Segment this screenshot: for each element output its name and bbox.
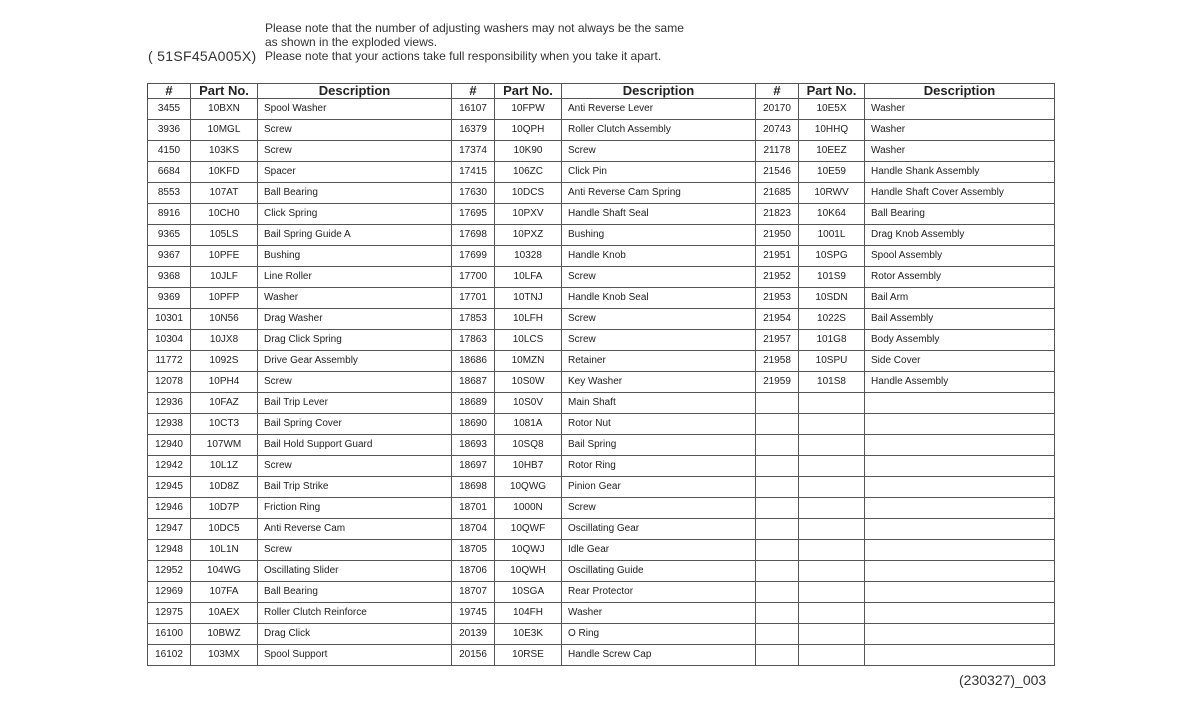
cell-number: 12946 <box>148 498 191 519</box>
cell-description: Screw <box>258 540 452 561</box>
cell-description: Washer <box>865 141 1055 162</box>
cell-part-no: 10BWZ <box>191 624 258 645</box>
column-header-description: Description <box>258 84 452 99</box>
cell-number: 17863 <box>452 330 495 351</box>
cell-description: Handle Knob Seal <box>562 288 756 309</box>
cell-part-no <box>799 477 865 498</box>
cell-number <box>756 519 799 540</box>
cell-part-no: 105LS <box>191 225 258 246</box>
cell-description: Body Assembly <box>865 330 1055 351</box>
cell-part-no: 10SDN <box>799 288 865 309</box>
cell-part-no: 10QWJ <box>495 540 562 561</box>
cell-number: 18693 <box>452 435 495 456</box>
cell-part-no: 10PFE <box>191 246 258 267</box>
cell-description: Rear Protector <box>562 582 756 603</box>
cell-part-no <box>799 393 865 414</box>
cell-number: 21957 <box>756 330 799 351</box>
cell-part-no: 10328 <box>495 246 562 267</box>
cell-part-no: 10SQ8 <box>495 435 562 456</box>
cell-number: 21954 <box>756 309 799 330</box>
cell-part-no: 101S9 <box>799 267 865 288</box>
cell-description: Handle Shaft Seal <box>562 204 756 225</box>
cell-number: 21952 <box>756 267 799 288</box>
cell-part-no: 10SGA <box>495 582 562 603</box>
cell-part-no: 10LFH <box>495 309 562 330</box>
cell-part-no: 10K64 <box>799 204 865 225</box>
cell-number: 8553 <box>148 183 191 204</box>
cell-number: 12969 <box>148 582 191 603</box>
cell-number: 20156 <box>452 645 495 666</box>
table-row <box>148 414 1055 435</box>
cell-number: 17699 <box>452 246 495 267</box>
cell-description: Handle Shank Assembly <box>865 162 1055 183</box>
cell-number: 17853 <box>452 309 495 330</box>
document-code: (230327)_003 <box>959 672 1047 688</box>
cell-description: Click Spring <box>258 204 452 225</box>
cell-part-no: 10E5X <box>799 99 865 120</box>
cell-part-no: 10K90 <box>495 141 562 162</box>
cell-number: 16107 <box>452 99 495 120</box>
cell-part-no: 1000N <box>495 498 562 519</box>
cell-number: 9367 <box>148 246 191 267</box>
table-row <box>148 456 1055 477</box>
cell-part-no: 103KS <box>191 141 258 162</box>
cell-number: 17700 <box>452 267 495 288</box>
cell-description: Anti Reverse Cam <box>258 519 452 540</box>
cell-part-no: 10LFA <box>495 267 562 288</box>
cell-description: Ball Bearing <box>865 204 1055 225</box>
cell-description: Screw <box>258 141 452 162</box>
cell-description: Bail Assembly <box>865 309 1055 330</box>
cell-part-no: 1081A <box>495 414 562 435</box>
cell-part-no: 104WG <box>191 561 258 582</box>
table-row <box>148 183 1055 204</box>
column-header-number: # <box>756 84 799 99</box>
cell-number: 18689 <box>452 393 495 414</box>
cell-number: 12078 <box>148 372 191 393</box>
cell-description: Bail Spring Guide A <box>258 225 452 246</box>
cell-number <box>756 477 799 498</box>
cell-number <box>756 582 799 603</box>
cell-description: Bushing <box>258 246 452 267</box>
cell-part-no: 101G8 <box>799 330 865 351</box>
cell-description: Idle Gear <box>562 540 756 561</box>
cell-description: Bail Trip Strike <box>258 477 452 498</box>
cell-number: 17415 <box>452 162 495 183</box>
cell-number: 16102 <box>148 645 191 666</box>
table-row <box>148 582 1055 603</box>
cell-description: Drive Gear Assembly <box>258 351 452 372</box>
cell-part-no: 10KFD <box>191 162 258 183</box>
cell-description: Key Washer <box>562 372 756 393</box>
note-line: as shown in the exploded views. <box>265 35 438 49</box>
cell-number: 6684 <box>148 162 191 183</box>
cell-description <box>865 645 1055 666</box>
note-line: Please note that your actions take full responsibility when you take it apart. <box>265 49 662 63</box>
cell-number: 9368 <box>148 267 191 288</box>
cell-part-no: 10LCS <box>495 330 562 351</box>
cell-description: Screw <box>258 120 452 141</box>
cell-part-no: 10PXV <box>495 204 562 225</box>
cell-description: Screw <box>562 330 756 351</box>
cell-part-no: 10MZN <box>495 351 562 372</box>
cell-description: Click Pin <box>562 162 756 183</box>
cell-part-no: 10DC5 <box>191 519 258 540</box>
cell-part-no: 104FH <box>495 603 562 624</box>
cell-description: Bail Hold Support Guard <box>258 435 452 456</box>
cell-number: 8916 <box>148 204 191 225</box>
table-row <box>148 225 1055 246</box>
cell-description: Screw <box>258 372 452 393</box>
table-row <box>148 309 1055 330</box>
cell-part-no: 10QPH <box>495 120 562 141</box>
cell-number: 12936 <box>148 393 191 414</box>
cell-number: 9369 <box>148 288 191 309</box>
cell-description: Drag Click Spring <box>258 330 452 351</box>
cell-number <box>756 645 799 666</box>
column-header-description: Description <box>865 84 1055 99</box>
cell-description: Roller Clutch Assembly <box>562 120 756 141</box>
cell-number <box>756 561 799 582</box>
cell-description: Oscillating Guide <box>562 561 756 582</box>
cell-part-no: 106ZC <box>495 162 562 183</box>
cell-part-no: 10HHQ <box>799 120 865 141</box>
table-row <box>148 519 1055 540</box>
cell-number <box>756 603 799 624</box>
cell-part-no: 10FPW <box>495 99 562 120</box>
table-row <box>148 435 1055 456</box>
cell-description: Bail Spring <box>562 435 756 456</box>
cell-description: Handle Assembly <box>865 372 1055 393</box>
cell-part-no: 10HB7 <box>495 456 562 477</box>
cell-number: 10304 <box>148 330 191 351</box>
cell-number: 17701 <box>452 288 495 309</box>
model-code: ( 51SF45A005X) <box>148 48 257 64</box>
cell-description <box>865 456 1055 477</box>
cell-part-no <box>799 498 865 519</box>
cell-part-no: 1092S <box>191 351 258 372</box>
table-row <box>148 372 1055 393</box>
cell-description: Roller Clutch Reinforce <box>258 603 452 624</box>
cell-number: 18704 <box>452 519 495 540</box>
cell-description <box>865 603 1055 624</box>
table-row <box>148 603 1055 624</box>
cell-part-no <box>799 414 865 435</box>
cell-number: 18701 <box>452 498 495 519</box>
table-row <box>148 246 1055 267</box>
cell-description: Line Roller <box>258 267 452 288</box>
table-row <box>148 498 1055 519</box>
cell-part-no <box>799 519 865 540</box>
cell-description: Oscillating Slider <box>258 561 452 582</box>
cell-number: 11772 <box>148 351 191 372</box>
cell-part-no <box>799 456 865 477</box>
cell-number: 9365 <box>148 225 191 246</box>
cell-number: 3936 <box>148 120 191 141</box>
cell-description <box>865 582 1055 603</box>
cell-number: 21546 <box>756 162 799 183</box>
cell-description: Drag Washer <box>258 309 452 330</box>
cell-part-no: 107FA <box>191 582 258 603</box>
table-row <box>148 288 1055 309</box>
cell-description: Spacer <box>258 162 452 183</box>
cell-part-no: 10QWF <box>495 519 562 540</box>
table-row <box>148 99 1055 120</box>
column-header-description: Description <box>562 84 756 99</box>
cell-number: 20139 <box>452 624 495 645</box>
column-header-part-no: Part No. <box>191 84 258 99</box>
cell-part-no: 101S8 <box>799 372 865 393</box>
cell-number: 18687 <box>452 372 495 393</box>
cell-description: Rotor Nut <box>562 414 756 435</box>
cell-description: Washer <box>865 99 1055 120</box>
cell-description <box>865 540 1055 561</box>
cell-description: Anti Reverse Cam Spring <box>562 183 756 204</box>
header-row <box>148 84 1055 99</box>
cell-description <box>865 393 1055 414</box>
table-body <box>148 99 1055 666</box>
cell-number: 12940 <box>148 435 191 456</box>
cell-part-no: 107AT <box>191 183 258 204</box>
cell-number: 16379 <box>452 120 495 141</box>
cell-number: 18697 <box>452 456 495 477</box>
cell-number <box>756 414 799 435</box>
cell-part-no: 10AEX <box>191 603 258 624</box>
note-line: Please note that the number of adjusting washers may not always be the same <box>265 21 684 35</box>
cell-part-no: 107WM <box>191 435 258 456</box>
cell-part-no <box>799 582 865 603</box>
cell-part-no: 10CH0 <box>191 204 258 225</box>
table-row <box>148 624 1055 645</box>
cell-part-no: 10RSE <box>495 645 562 666</box>
column-header-number: # <box>148 84 191 99</box>
cell-part-no: 1001L <box>799 225 865 246</box>
table-row <box>148 267 1055 288</box>
cell-part-no: 10QWH <box>495 561 562 582</box>
cell-part-no: 10L1N <box>191 540 258 561</box>
cell-description <box>865 435 1055 456</box>
cell-description: Bail Trip Lever <box>258 393 452 414</box>
cell-number: 20170 <box>756 99 799 120</box>
cell-description <box>865 519 1055 540</box>
cell-description: Spool Washer <box>258 99 452 120</box>
cell-description: Side Cover <box>865 351 1055 372</box>
cell-description: Rotor Ring <box>562 456 756 477</box>
cell-part-no: 10FAZ <box>191 393 258 414</box>
cell-description: Screw <box>562 309 756 330</box>
cell-description: Screw <box>562 267 756 288</box>
cell-part-no <box>799 624 865 645</box>
cell-number: 12952 <box>148 561 191 582</box>
cell-description: Anti Reverse Lever <box>562 99 756 120</box>
cell-description: Washer <box>258 288 452 309</box>
cell-number: 3455 <box>148 99 191 120</box>
cell-number: 19745 <box>452 603 495 624</box>
cell-number: 18690 <box>452 414 495 435</box>
table-row <box>148 540 1055 561</box>
cell-number: 21950 <box>756 225 799 246</box>
cell-number: 21823 <box>756 204 799 225</box>
cell-number: 18706 <box>452 561 495 582</box>
table-row <box>148 204 1055 225</box>
cell-part-no: 10MGL <box>191 120 258 141</box>
cell-number: 21953 <box>756 288 799 309</box>
cell-description: Washer <box>562 603 756 624</box>
cell-description: Friction Ring <box>258 498 452 519</box>
table-row <box>148 120 1055 141</box>
cell-number: 21958 <box>756 351 799 372</box>
cell-number: 18698 <box>452 477 495 498</box>
cell-part-no: 10SPG <box>799 246 865 267</box>
cell-part-no: 10RWV <box>799 183 865 204</box>
cell-part-no: 10N56 <box>191 309 258 330</box>
cell-number: 12942 <box>148 456 191 477</box>
cell-number: 21685 <box>756 183 799 204</box>
cell-description <box>865 498 1055 519</box>
cell-number <box>756 435 799 456</box>
table-row <box>148 162 1055 183</box>
cell-part-no <box>799 435 865 456</box>
table-header <box>148 84 1055 99</box>
cell-number: 4150 <box>148 141 191 162</box>
cell-description <box>865 624 1055 645</box>
cell-number: 18705 <box>452 540 495 561</box>
cell-description: Ball Bearing <box>258 183 452 204</box>
cell-part-no: 10PXZ <box>495 225 562 246</box>
cell-number: 12948 <box>148 540 191 561</box>
column-header-part-no: Part No. <box>495 84 562 99</box>
table-row <box>148 645 1055 666</box>
cell-description <box>865 414 1055 435</box>
cell-description: Screw <box>562 141 756 162</box>
cell-part-no: 10CT3 <box>191 414 258 435</box>
table-row <box>148 393 1055 414</box>
cell-description: O Ring <box>562 624 756 645</box>
cell-description: Bushing <box>562 225 756 246</box>
parts-table <box>147 83 1055 666</box>
cell-description: Ball Bearing <box>258 582 452 603</box>
cell-part-no <box>799 645 865 666</box>
cell-description: Handle Screw Cap <box>562 645 756 666</box>
cell-description: Bail Spring Cover <box>258 414 452 435</box>
notes <box>265 21 684 63</box>
cell-number: 18686 <box>452 351 495 372</box>
cell-description: Spool Assembly <box>865 246 1055 267</box>
table-row <box>148 477 1055 498</box>
cell-number: 17698 <box>452 225 495 246</box>
cell-description: Washer <box>865 120 1055 141</box>
cell-part-no: 10PH4 <box>191 372 258 393</box>
cell-description: Main Shaft <box>562 393 756 414</box>
cell-part-no: 10QWG <box>495 477 562 498</box>
cell-number: 12945 <box>148 477 191 498</box>
cell-number: 17374 <box>452 141 495 162</box>
cell-description: Handle Knob <box>562 246 756 267</box>
cell-number <box>756 624 799 645</box>
cell-part-no: 10E3K <box>495 624 562 645</box>
cell-number: 17695 <box>452 204 495 225</box>
cell-number: 16100 <box>148 624 191 645</box>
cell-description: Rotor Assembly <box>865 267 1055 288</box>
cell-part-no: 10BXN <box>191 99 258 120</box>
cell-description: Oscillating Gear <box>562 519 756 540</box>
table-row <box>148 351 1055 372</box>
cell-number <box>756 393 799 414</box>
cell-number: 12975 <box>148 603 191 624</box>
cell-description: Pinion Gear <box>562 477 756 498</box>
cell-description: Handle Shaft Cover Assembly <box>865 183 1055 204</box>
cell-part-no: 10JLF <box>191 267 258 288</box>
cell-part-no: 10S0W <box>495 372 562 393</box>
cell-number: 17630 <box>452 183 495 204</box>
cell-number: 10301 <box>148 309 191 330</box>
column-header-part-no: Part No. <box>799 84 865 99</box>
cell-description: Retainer <box>562 351 756 372</box>
cell-description <box>865 561 1055 582</box>
cell-description: Drag Knob Assembly <box>865 225 1055 246</box>
cell-part-no: 10EEZ <box>799 141 865 162</box>
cell-description: Drag Click <box>258 624 452 645</box>
cell-part-no: 10SPU <box>799 351 865 372</box>
cell-number <box>756 540 799 561</box>
cell-description: Bail Arm <box>865 288 1055 309</box>
cell-number <box>756 456 799 477</box>
cell-description <box>865 477 1055 498</box>
cell-part-no: 10PFP <box>191 288 258 309</box>
cell-part-no: 10L1Z <box>191 456 258 477</box>
cell-part-no: 10DCS <box>495 183 562 204</box>
table-row <box>148 141 1055 162</box>
cell-number <box>756 498 799 519</box>
table-row <box>148 330 1055 351</box>
cell-part-no <box>799 603 865 624</box>
cell-description: Screw <box>258 456 452 477</box>
cell-part-no: 10TNJ <box>495 288 562 309</box>
cell-number: 12947 <box>148 519 191 540</box>
cell-description: Spool Support <box>258 645 452 666</box>
cell-number: 18707 <box>452 582 495 603</box>
cell-part-no <box>799 540 865 561</box>
cell-number: 21959 <box>756 372 799 393</box>
column-header-number: # <box>452 84 495 99</box>
cell-part-no: 10S0V <box>495 393 562 414</box>
cell-number: 20743 <box>756 120 799 141</box>
cell-part-no <box>799 561 865 582</box>
cell-description: Screw <box>562 498 756 519</box>
cell-part-no: 10JX8 <box>191 330 258 351</box>
cell-part-no: 10D8Z <box>191 477 258 498</box>
cell-part-no: 1022S <box>799 309 865 330</box>
cell-part-no: 10E59 <box>799 162 865 183</box>
cell-number: 21951 <box>756 246 799 267</box>
cell-part-no: 10D7P <box>191 498 258 519</box>
table-row <box>148 561 1055 582</box>
cell-number: 12938 <box>148 414 191 435</box>
cell-number: 21178 <box>756 141 799 162</box>
cell-part-no: 103MX <box>191 645 258 666</box>
